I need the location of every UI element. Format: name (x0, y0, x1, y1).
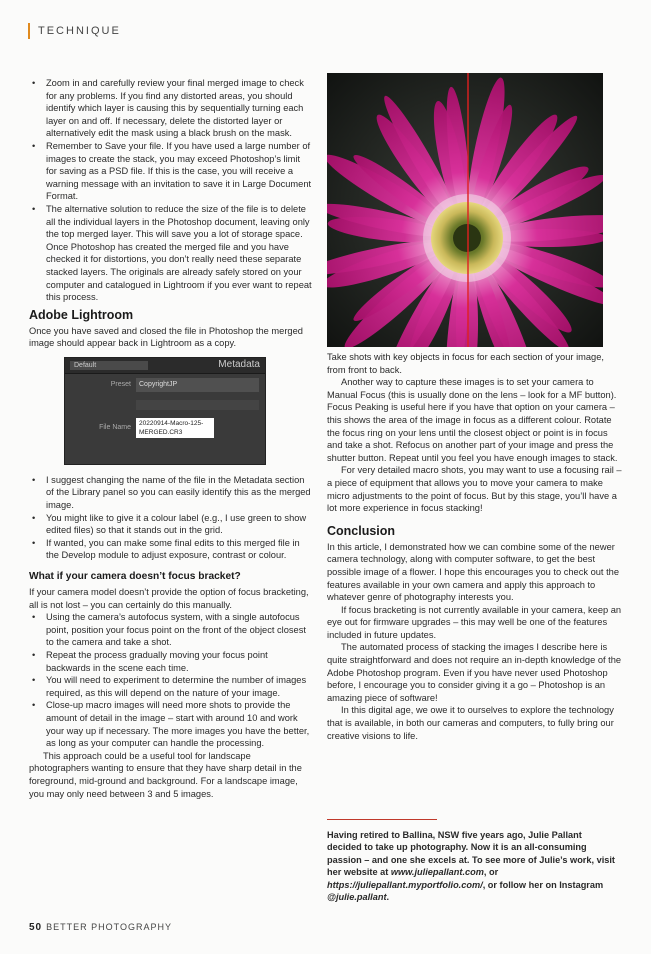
blank-row (65, 396, 265, 414)
author-bio (327, 829, 617, 903)
preset-row (65, 374, 265, 397)
list-item: • Zoom in and carefully review your final merged image to check for any problems. If you find any distorted areas, you should identify which layer is causing this by sequentially turning each layer on and off. If necessary, delete the distorted layer or alternatively edit the mask using a black brush on the mask. (29, 77, 313, 140)
flower-photo (327, 73, 603, 347)
heading-conclusion: Conclusion (327, 523, 396, 538)
paragraph: If focus bracketing is not currently available in your camera, keep an eye out for firmware upgrades – this may well be one of the features included in future updates. (327, 604, 622, 640)
paragraph: In this article, I demonstrated how we can combine some of the newer camera technology, along with computer software, to get the best possible image of a flower. I hope this encourages you to check out the features available in your own camera and apply this approach to whatever genre of photography interests you. (327, 541, 619, 603)
paragraph: For very detailed macro shots, you may want to use a focusing rail – a piece of equipment that allows you to move your camera to make micro adjustments to the point of focus. But by this stage, you’ll have a lot more experience in focus stacking! (327, 465, 622, 514)
bio-text: Having retired to Ballina, NSW five years ago, Julie Pallant decided to take up photography. Now it is an all-consuming passion – and one she excels at. To see more of Julie’s work, visit her website at (327, 830, 615, 878)
heading-adobe-lightroom: Adobe Lightroom (29, 307, 134, 322)
section-header (28, 23, 121, 39)
paragraph: Take shots with key objects in focus for each section of your image, from front to back. (327, 352, 604, 375)
list-item: • Remember to Save your file. If you have used a large number of images to create the stack, you may exceed Photoshop’s limit for saving as a PSD file. If this is the case, you will receive a warning message with an invitation to save it in Large Document Format. (29, 140, 313, 203)
paragraph: Another way to capture these images is to set your camera to Manual Focus (this is usually done on the lens – look for a MF button). Focus Peaking is useful here if you have that option on your camera – this shows the area of the image in focus as a different colour. Rotate the focus ring on your lens until the closest object or point is in focus and take a shot. Refocus on another part of your image and press the shutter button. Repeat until you feel you have enough images to stack. (327, 377, 618, 463)
bio-divider (327, 819, 437, 820)
paragraph: Once you have saved and closed the file in Photoshop the merged image should appear back in Lightroom as a copy. (29, 325, 303, 349)
website-link[interactable]: www.juliepallant.com (390, 867, 484, 878)
metadata-title: Metadata (218, 359, 260, 371)
paragraph: If your camera model doesn’t provide the option of focus bracketing, all is not lost – you can certainly do this manually. (29, 587, 309, 610)
list-item: • If wanted, you can make some final edits to this merged file in the Develop module to adjust exposure, contrast or colour. (29, 537, 313, 562)
file-name-label: File Name (99, 424, 131, 432)
bio-text: , or (483, 867, 499, 878)
list-item: • You will need to experiment to determine the number of images required, as this will depend on the nature of your image. (29, 674, 313, 699)
bullet-list-lightroom (29, 474, 313, 562)
preset-label: Preset (110, 380, 131, 388)
page-footer (29, 922, 172, 933)
list-item: • Close-up macro images will need more shots to provide the amount of detail in the image – start with around 10 and work your way up if necessary. The more images you have the better, as long as your computer can handle the processing. (29, 699, 313, 749)
file-name-field: 20220914-Macro-125-MERGED.CR3 (136, 418, 214, 438)
blank-field (136, 400, 259, 410)
section-label: TECHNIQUE (38, 25, 121, 37)
paragraph: In this digital age, we owe it to ourselves to explore the technology that is available, in both our cameras and computers, to fully bring our creative visions to life. (327, 705, 614, 741)
magazine-name: BETTER PHOTOGRAPHY (46, 922, 172, 932)
bio-text: . (386, 892, 390, 903)
bullet-list-stacking (29, 77, 313, 304)
left-column (29, 77, 313, 800)
right-column (327, 351, 622, 742)
portfolio-link[interactable]: https://juliepallant.myportfolio.com/ (327, 879, 483, 890)
list-item: • Repeat the process gradually moving your focus point backwards in the scene each time. (29, 649, 313, 674)
list-item: • The alternative solution to reduce the size of the file is to delete all the individual layers in the Photoshop document, leaving only the top merged layer. This will save you a lot of storage space. Once Photoshop has created the merged file and you have checked it for distortions, you don’t really need these separate stacked layers. The originals are already safely stored on your computer and catalogued in Lightroom if you ever want to repeat this process. (29, 203, 313, 304)
preset-value: CopyrightJP (136, 378, 259, 393)
page-number: 50 (29, 922, 43, 933)
metadata-panel-screenshot (64, 357, 266, 465)
list-item: • You might like to give it a colour label (e.g., I use green to show edited files) so that it stands out in the grid. (29, 512, 313, 537)
preset-dropdown: Default (70, 361, 148, 370)
bio-text: , or follow her on Instagram (482, 879, 604, 890)
paragraph: This approach could be a useful tool for landscape photographers wanting to ensure that they have sharp detail in the foreground, mid-ground and background. For a landscape image, you may only need between 3 and 5 images. (29, 750, 302, 799)
gerbera-flower-image (327, 73, 603, 347)
bullet-list-manual (29, 611, 313, 750)
paragraph: The automated process of stacking the images I describe here is quite straightforward and does not require an in-depth knowledge of the Adobe Photoshop program. Even if you have never used Photoshop before, I encourage you to consider giving it a go – Photoshop is an amazing piece of software! (327, 642, 622, 703)
accent-bar (28, 23, 30, 39)
list-item: • I suggest changing the name of the file in the Metadata section of the Library panel so you can easily identify this as the merged image. (29, 474, 313, 512)
filename-row (65, 414, 265, 442)
instagram-link[interactable]: @julie.pallant (327, 892, 387, 903)
heading-focus-bracket: What if your camera doesn’t focus bracket? (29, 571, 241, 583)
metadata-panel-header (65, 358, 265, 374)
list-item: • Using the camera’s autofocus system, with a single autofocus point, position your focus point on the front of the object closest to the camera and take a shot. (29, 611, 313, 649)
